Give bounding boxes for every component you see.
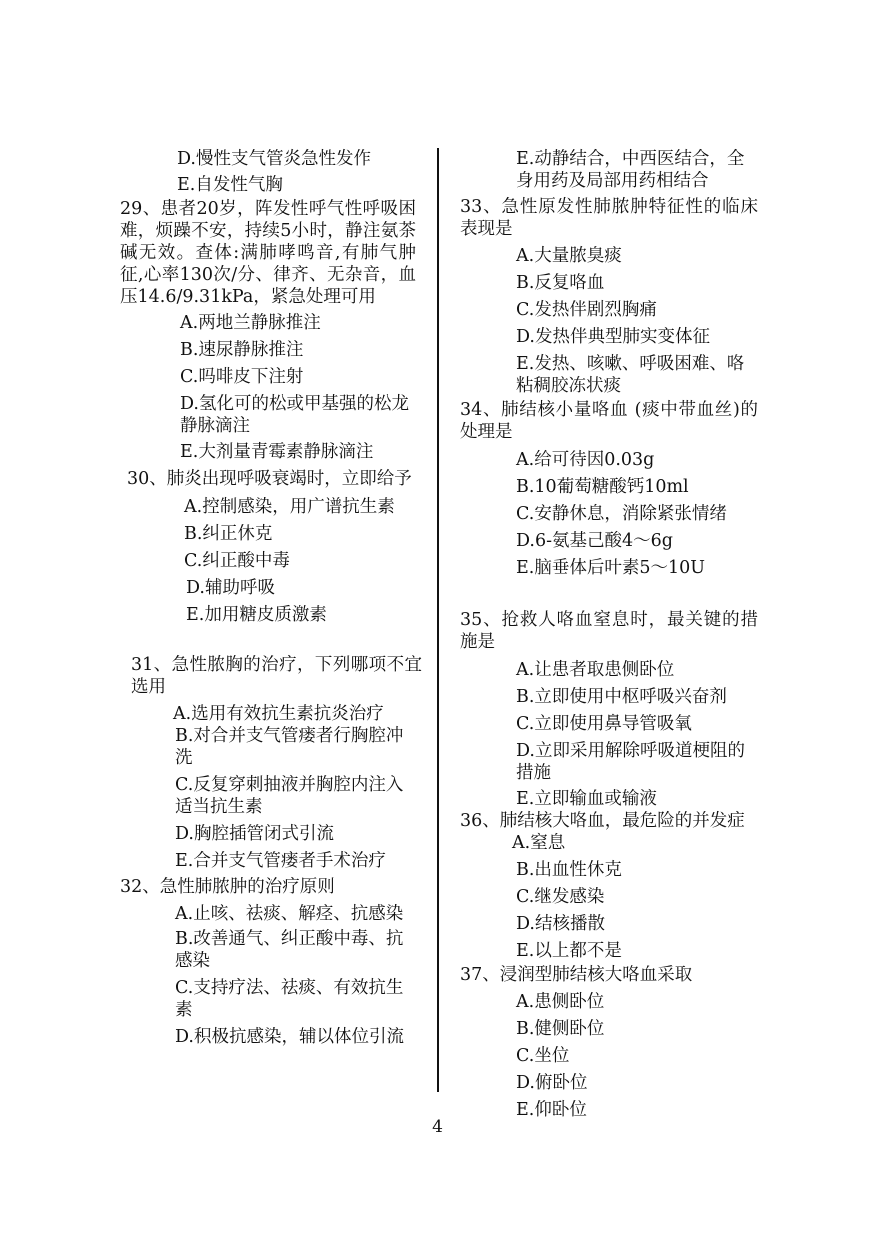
q31-option-c: C.反复穿刺抽液并胸腔内注入适当抗生素 <box>175 775 404 817</box>
q36-option-d: D.结核播散 <box>516 914 605 934</box>
q36-option-e: E.以上都不是 <box>516 941 622 961</box>
q37-option-c: C.坐位 <box>516 1046 570 1066</box>
q29-option-a: A.两地兰静脉推注 <box>180 313 321 333</box>
page-number: 4 <box>432 1117 443 1137</box>
q29-option-b: B.速尿静脉推注 <box>180 340 304 360</box>
q28-option-d: D.慢性支气管炎急性发作 <box>177 149 371 169</box>
q30-option-d: D.辅助呼吸 <box>186 578 275 598</box>
q30-option-b: B.纠正休克 <box>184 524 273 544</box>
q37-option-b: B.健侧卧位 <box>516 1019 605 1039</box>
q31-option-d: D.胸腔插管闭式引流 <box>175 824 334 844</box>
q35-option-c: C.立即使用鼻导管吸氧 <box>516 714 692 734</box>
q31-stem: 31、急性脓胸的治疗，下列哪项不宜选用 <box>131 655 422 697</box>
q34-option-c: C.安静休息，消除紧张情绪 <box>516 504 727 524</box>
q36-stem: 36、肺结核大咯血，最危险的并发症 <box>460 811 745 831</box>
q31-option-a: A.选用有效抗生素抗炎治疗 <box>173 704 384 724</box>
q34-option-e: E.脑垂体后叶素5～10U <box>516 558 705 578</box>
q29-option-e: E.大剂量青霉素静脉滴注 <box>180 442 374 462</box>
q30-option-c: C.纠正酸中毒 <box>184 551 290 571</box>
column-divider <box>437 148 439 1092</box>
q35-option-b: B.立即使用中枢呼吸兴奋剂 <box>516 687 727 707</box>
q30-option-a: A.控制感染，用广谱抗生素 <box>184 497 395 517</box>
q33-option-d: D.发热伴典型肺实变体征 <box>516 327 710 347</box>
q34-stem: 34、肺结核小量咯血 (痰中带血丝)的处理是 <box>460 400 758 442</box>
q29-stem: 29、患者20岁，阵发性呼气性呼吸困难，烦躁不安，持续5小时，静注氨茶碱无效。查体:满肺哮鸣音,有肺气肿征,心率130次/分、律齐、无杂音，血压14.6/9.31kPa，紧急处理可用 <box>120 199 416 307</box>
q32-option-c: C.支持疗法、祛痰、有效抗生素 <box>175 978 404 1020</box>
q29-option-d: D.氢化可的松或甲基强的松龙静脉滴注 <box>180 394 409 436</box>
q33-option-b: B.反复咯血 <box>516 273 605 293</box>
q35-option-e: E.立即输血或输液 <box>516 789 657 809</box>
q36-option-b: B.出血性休克 <box>516 860 622 880</box>
q35-option-a: A.让患者取患侧卧位 <box>516 660 675 680</box>
q32-option-d: D.积极抗感染，辅以体位引流 <box>175 1027 404 1047</box>
right-column <box>460 148 760 1121</box>
q34-option-b: B.10葡萄糖酸钙10ml <box>516 477 689 497</box>
q34-option-d: D.6-氨基己酸4～6g <box>516 531 673 551</box>
q29-option-c: C.吗啡皮下注射 <box>180 367 304 387</box>
q31-option-e: E.合并支气管瘘者手术治疗 <box>175 851 386 871</box>
q37-option-e: E.仰卧位 <box>516 1100 587 1120</box>
q33-option-a: A.大量脓臭痰 <box>516 246 622 266</box>
q33-stem: 33、急性原发性肺脓肿特征性的临床表现是 <box>460 197 758 239</box>
q33-option-c: C.发热伴剧烈胸痛 <box>516 300 657 320</box>
q37-stem: 37、浸润型肺结核大咯血采取 <box>460 965 693 985</box>
q30-stem: 30、肺炎出现呼吸衰竭时，立即给予 <box>127 469 412 489</box>
q31-option-b: B.对合并支气管瘘者行胸腔冲洗 <box>175 726 404 768</box>
q37-option-a: A.患侧卧位 <box>516 992 605 1012</box>
q33-option-e: E.发热、咳嗽、呼吸困难、咯粘稠胶冻状痰 <box>516 354 745 396</box>
q37-option-d: D.俯卧位 <box>516 1073 588 1093</box>
q32-option-a: A.止咳、祛痰、解痉、抗感染 <box>175 904 404 924</box>
q32-option-b: B.改善通气、纠正酸中毒、抗感染 <box>175 929 404 971</box>
q35-stem: 35、抢救人咯血窒息时，最关键的措施是 <box>460 610 758 652</box>
q32-stem: 32、急性肺脓肿的治疗原则 <box>120 877 335 897</box>
left-column <box>120 148 422 1048</box>
q32-option-e: E.动静结合，中西医结合，全身用药及局部用药相结合 <box>516 149 745 191</box>
q36-option-c: C.继发感染 <box>516 887 605 907</box>
q30-option-e: E.加用糖皮质激素 <box>186 605 327 625</box>
q35-option-d: D.立即采用解除呼吸道梗阻的措施 <box>516 741 745 783</box>
q28-option-e: E.自发性气胸 <box>177 175 283 195</box>
q34-option-a: A.给可待因0.03g <box>516 450 655 470</box>
q36-option-a: A.窒息 <box>512 833 566 853</box>
